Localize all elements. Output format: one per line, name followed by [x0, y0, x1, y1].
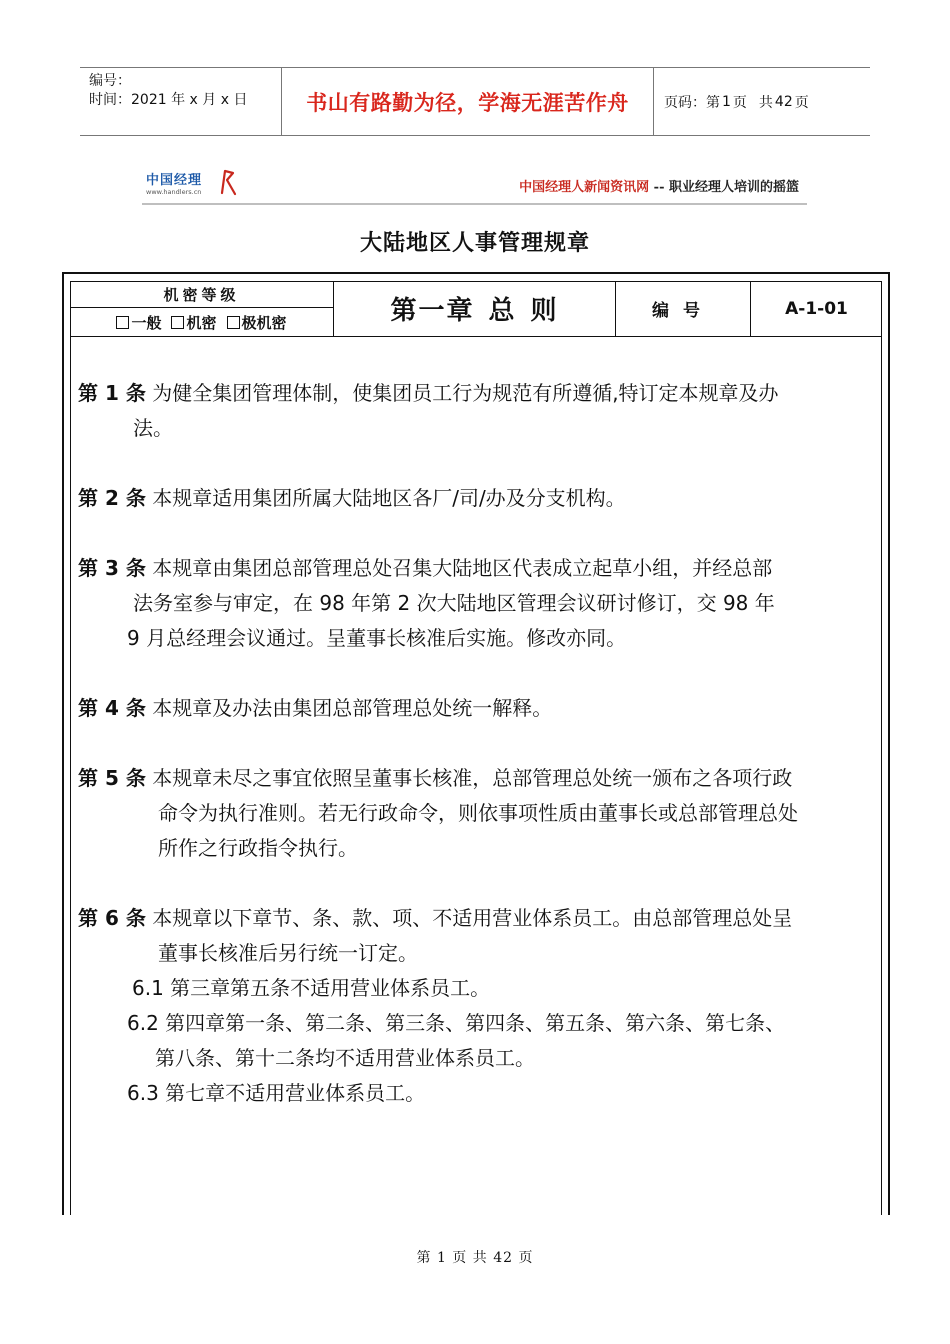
chapter-name-2: 则: [530, 296, 559, 326]
article-5: [78, 761, 798, 866]
slogan-tagline: -- 职业经理人培训的摇篮: [653, 180, 799, 195]
article-label: 第 4 条: [78, 696, 146, 720]
total-pages: 42: [774, 93, 793, 110]
secret-level-label: 机密等级: [70, 281, 333, 308]
doc-number-label: 编号：: [89, 73, 131, 89]
article-text: 所作之行政指令执行。: [158, 836, 358, 860]
article-text: 法。: [133, 416, 173, 440]
slogan-site-name: 中国经理人新闻资讯网: [519, 180, 650, 195]
sub-item-6-2-cont: 第八条、第十二条均不适用营业体系员工。: [155, 1046, 535, 1070]
header-page-info: [654, 68, 870, 135]
option-confidential[interactable]: 机密: [171, 312, 216, 333]
article-label: 第 2 条: [78, 486, 146, 510]
article-label: 第 6 条: [78, 906, 146, 930]
secret-level-cell: [70, 281, 334, 336]
page-number: 1: [722, 93, 731, 110]
sub-item-6-3: 6.3 第七章不适用营业体系员工。: [127, 1081, 426, 1105]
article-text: 本规章由集团总部管理总处召集大陆地区代表成立起草小组，并经总部: [152, 556, 773, 580]
chapter-title: [334, 281, 616, 336]
article-text: 董事长核准后另行统一订定。: [158, 941, 418, 965]
checkbox-icon: [116, 316, 129, 329]
article-label: 第 3 条: [78, 556, 146, 580]
article-6: [78, 901, 792, 971]
chapter-name-1: 总: [488, 296, 517, 326]
article-text: 本规章以下章节、条、款、项、不适用营业体系员工。由总部管理总处呈: [152, 906, 793, 930]
article-text: 命令为执行准则。若无行政命令，则依事项性质由董事长或总部管理总处: [158, 801, 798, 825]
checkbox-icon: [227, 316, 240, 329]
article-2: [78, 481, 626, 516]
article-text: 本规章适用集团所属大陆地区各厂/司/办及分支机构。: [152, 486, 626, 510]
article-text: 9 月总经理会议通过。呈董事长核准后实施。修改亦同。: [127, 626, 627, 650]
article-label: 第 1 条: [78, 381, 146, 405]
article-text: 法务室参与审定，在 98 年第 2 次大陆地区管理会议研讨修订，交 98 年: [133, 591, 775, 615]
page-header: [80, 67, 870, 136]
checkbox-icon: [171, 316, 184, 329]
doc-date: 时间：2021 年 x 月 x 日: [89, 92, 248, 108]
header-meta: [80, 68, 282, 135]
article-text: 为健全集团管理体制，使集团员工行为规范有所遵循,特订定本规章及办: [152, 381, 779, 405]
document-title: 大陆地区人事管理规章: [359, 231, 590, 256]
option-top-secret[interactable]: 极机密: [227, 312, 287, 333]
sub-item-6-2: 6.2 第四章第一条、第二条、第三条、第四条、第五条、第六条、第七条、: [127, 1011, 786, 1035]
site-logo: [146, 169, 202, 196]
total-label: 共: [758, 94, 773, 111]
article-text: 本规章未尽之事宜依照呈董事长核准，总部管理总处统一颁布之各项行政: [152, 766, 793, 790]
page-unit: 页: [732, 94, 747, 111]
option-general[interactable]: 一般: [116, 312, 161, 333]
article-text: 本规章及办法由集团总部管理总处统一解释。: [152, 696, 553, 720]
article-4: [78, 691, 552, 726]
logo-text: 中国经理: [146, 173, 203, 188]
chapter-number: 第一章: [390, 296, 475, 326]
sub-item-6-1: 6.1 第三章第五条不适用营业体系员工。: [132, 976, 491, 1000]
code-label: 编号: [616, 281, 751, 336]
chapter-header-row: [70, 281, 882, 337]
total-unit: 页: [794, 94, 809, 111]
page-label: 页码：第: [664, 94, 720, 111]
site-banner: [142, 163, 807, 205]
article-1: [78, 376, 779, 446]
logo-url: www.handlers.cn: [146, 188, 202, 196]
page-footer: 第 1 页 共 42 页: [416, 1250, 534, 1266]
article-label: 第 5 条: [78, 766, 146, 790]
article-3: [78, 551, 775, 656]
code-value: A-1-01: [785, 298, 848, 319]
header-motto: 书山有路勤为径，学海无涯苦作舟: [282, 68, 654, 135]
logo-mark-icon: [218, 167, 238, 197]
banner-slogan: [519, 176, 799, 195]
secret-level-options: [70, 308, 333, 336]
